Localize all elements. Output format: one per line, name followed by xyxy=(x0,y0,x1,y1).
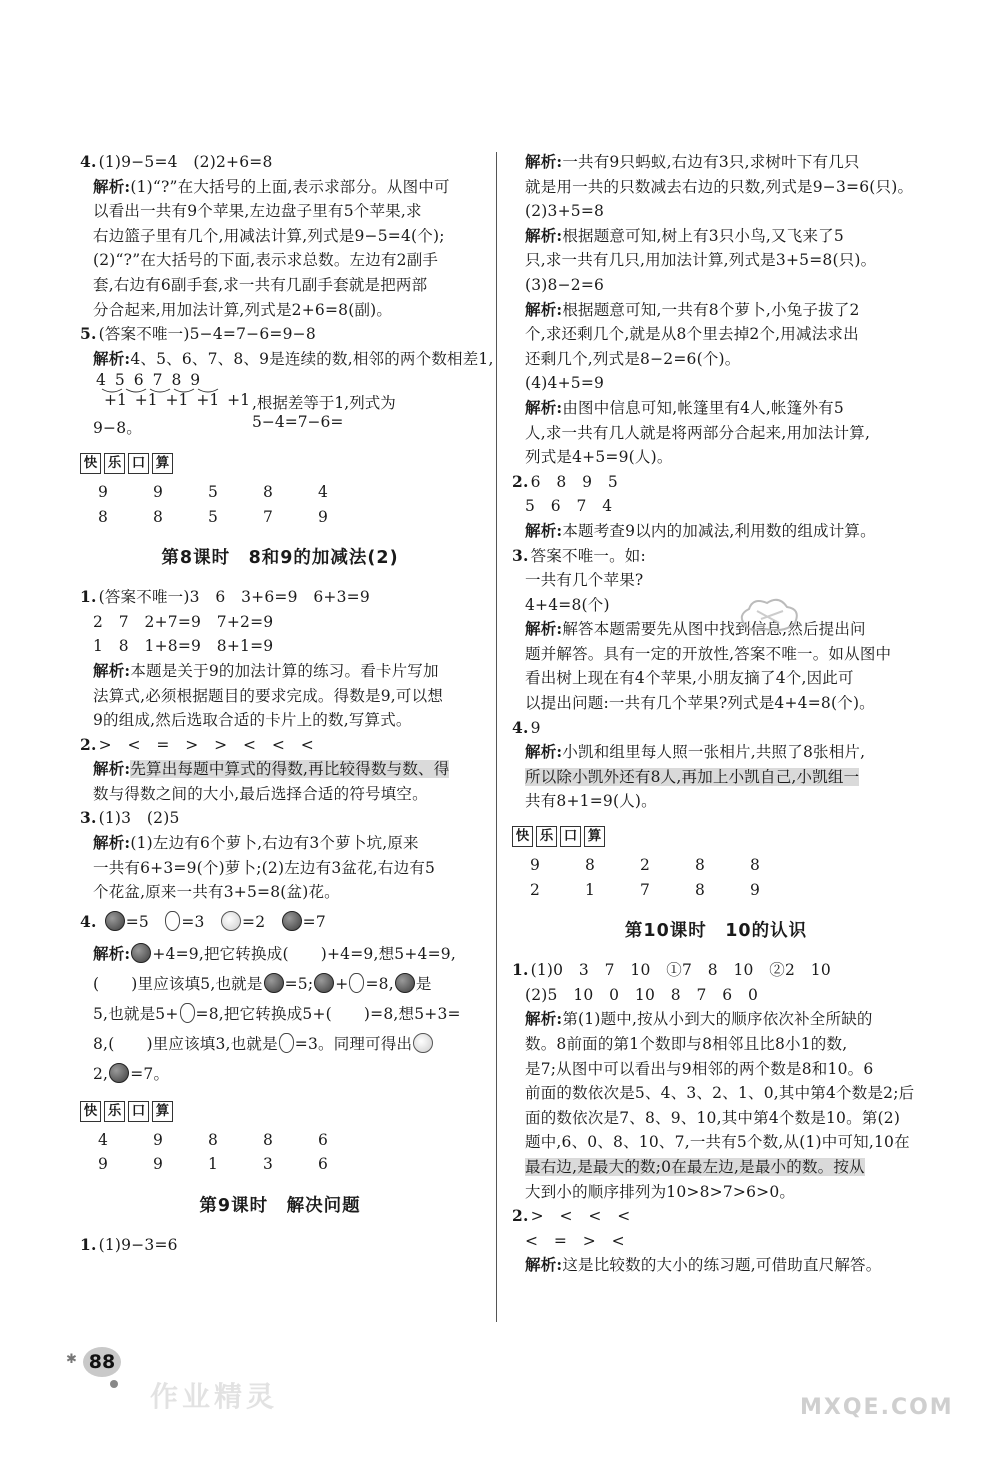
q4-explanation-4: (2)“?”在大括号的下面,表示求总数。左边有2副手 xyxy=(93,251,439,270)
right-column xyxy=(512,150,920,1278)
s9-q4-explanation-2: 所以除小凯外还有8人,再加上小凯自己,小凯组一 xyxy=(525,767,860,786)
s10-q2-explanation: 解析:这是比较数的大小的练习题,可借助直尺解答。 xyxy=(525,1255,882,1275)
apple-icon xyxy=(395,973,415,993)
pear-icon xyxy=(180,1003,195,1023)
s10-q1-explanation-2: 数。8前面的第1个数即与8相邻且比8小1的数, xyxy=(525,1035,848,1053)
s9-q4-explanation-3: 共有8+1=9(人)。 xyxy=(525,792,657,811)
kuaile-kousuan-badge: 快 乐 口 算 xyxy=(512,826,920,847)
s9-q1-answer-3: (3)8−2=6 xyxy=(525,275,605,294)
kuaile-kousuan-badge: 快 乐 口 算 xyxy=(80,453,480,474)
s9-q3-equation: 4+4=8(个) xyxy=(525,595,610,614)
s9-q1-explanation-4: 只,求一共有几只,用加法计算,列式是3+5=8(只)。 xyxy=(525,251,877,270)
apple-icon xyxy=(314,973,334,993)
q4-explanation-5: 套,右边有6副手套,求一共有几副手套就是把两部 xyxy=(93,275,428,294)
watermark: 作业精灵 xyxy=(150,1380,279,1413)
s9-q1-answer-4: (4)4+5=9 xyxy=(525,374,605,393)
peach-icon xyxy=(221,911,241,931)
apple-icon xyxy=(109,1063,129,1083)
pear-icon xyxy=(279,1033,294,1053)
q4-explanation-1: 解析:(1)“?”在大括号的上面,表示求部分。从图中可 xyxy=(93,176,450,196)
s8-q1-answer-3: 1 8 1+8=9 8+1=9 xyxy=(93,637,274,656)
s8-q2-answer: 2. > < = > > < < < xyxy=(80,734,314,754)
section-heading-lesson-10: 第10课时 10的认识 xyxy=(624,921,808,942)
s10-q2-answer-1: 2. > < < < xyxy=(512,1206,631,1226)
kousuan-row-1: 9 8 2 8 8 xyxy=(530,856,760,875)
q5-answer: 5. (答案不唯一)5−4=7−6=9−8 xyxy=(80,324,316,344)
s8-q3-explanation-1: 解析:(1)左边有6个萝卜,右边有3个萝卜坑,原来 xyxy=(93,833,419,853)
s10-q1-answer-1: 1. (1)0 3 7 10 ①7 8 10 ②2 10 xyxy=(512,960,831,980)
s9-q1-answer: 1. (1)9−3=6 xyxy=(80,1235,178,1255)
q5-sequence: 456789 xyxy=(96,371,210,390)
kousuan-row-2: 9 9 1 3 6 xyxy=(98,1155,328,1174)
s10-q2-answer-2: < = > < xyxy=(525,1231,625,1250)
s10-q1-explanation-5: 面的数依次是7、8、9、10,其中第4个数是10。第(2) xyxy=(525,1108,901,1127)
s9-q2-answer-2: 5 6 7 4 xyxy=(525,497,613,516)
kuaile-kousuan-badge: 快 乐 口 算 xyxy=(80,1101,480,1122)
q5-conclusion: ,根据差等于1,列式为5−4=7−6= xyxy=(252,394,396,432)
site-logo: MXQE.COM xyxy=(800,1395,954,1420)
s9-q1-explanation-9: 人,求一共有几人就是将两部分合起来,用加法计算, xyxy=(525,423,871,442)
pear-icon xyxy=(165,911,180,931)
decorative-dot xyxy=(110,1380,118,1388)
s8-q1-explanation-2: 法算式,必须根据题目的要求完成。得数是9,可以想 xyxy=(93,686,444,705)
s8-q1-explanation-1: 解析:本题是关于9的加法计算的练习。看卡片写加 xyxy=(93,660,439,680)
column-divider xyxy=(496,152,497,1322)
s9-q3-explanation-4: 以提出问题:一共有几个苹果?列式是4+4=8(个)。 xyxy=(525,694,875,713)
q4-explanation-2: 以看出一共有9个苹果,左边盘子里有5个苹果,求 xyxy=(93,202,422,221)
s8-q1-answer-2: 2 7 2+7=9 7+2=9 xyxy=(93,612,274,631)
left-column xyxy=(80,150,494,1258)
s10-q1-explanation-3: 是7;从图中可以看出与9相邻的两个数是8和10。6 xyxy=(525,1059,874,1078)
s8-q4-answer: 4. =5 =3 =2 =7 xyxy=(80,911,326,931)
s8-q4-explanation-3: 5,也就是5+ =8,把它转换成5+( )=8,想5+3= xyxy=(93,1004,461,1023)
s10-q1-explanation-6: 题中,6、0、8、10、7,一共有5个数,从(1)中可知,10在 xyxy=(525,1133,910,1152)
s9-q3-answer: 3. 答案不唯一。如: xyxy=(512,545,646,565)
s8-q2-explanation-2: 数与得数之间的大小,最后选择合适的符号填空。 xyxy=(93,784,428,803)
s9-q3-explanation-2: 题并解答。具有一定的开放性,答案不唯一。如从图中 xyxy=(525,644,892,663)
s9-q3-question: 一共有几个苹果? xyxy=(525,571,644,590)
s9-q1-answer-2: (2)3+5=8 xyxy=(525,202,605,221)
s8-q3-explanation-3: 个花盆,原来一共有3+5=8(盆)花。 xyxy=(93,883,340,902)
s9-q1-explanation-2: 就是用一共的只数减去右边的只数,列式是9−3=6(只)。 xyxy=(525,177,914,196)
s8-q4-explanation-1: 解析: +4=9,把它转换成( )+4=9,想5+4=9, xyxy=(93,943,456,963)
q5-differences: +1 +1 +1 +1 +1 xyxy=(104,391,250,410)
q4-explanation-6: 分合起来,用加法计算,列式是2+6=8(副)。 xyxy=(93,300,393,319)
s9-q1-explanation-5: 解析:根据题意可知,一共有8个萝卜,小兔子拔了2 xyxy=(525,299,860,319)
kousuan-row-2: 2 1 7 8 9 xyxy=(530,880,760,899)
star-icon: ✱ xyxy=(66,1352,77,1367)
s8-q3-answer: 3. (1)3 (2)5 xyxy=(80,808,180,828)
section-heading-lesson-8: 第8课时 8和9的加减法(2) xyxy=(161,548,399,569)
apple-icon xyxy=(131,943,151,963)
s10-q1-explanation-7: 最右边,是最大的数;0在最左边,是最小的数。按从 xyxy=(525,1157,865,1176)
cloud-doodle-icon xyxy=(735,595,805,635)
section-heading-lesson-9: 第9课时 解决问题 xyxy=(199,1196,361,1217)
s9-q2-explanation: 解析:本题考查9以内的加减法,利用数的组成计算。 xyxy=(525,520,876,540)
q4-answer: 4. (1)9−5=4 (2)2+6=8 xyxy=(80,152,273,171)
page-number: 88 xyxy=(83,1347,121,1377)
s9-q1-explanation-10: 列式是4+5=9(人)。 xyxy=(525,448,673,467)
s10-q1-explanation-8: 大到小的顺序排列为10>8>7>6>0。 xyxy=(525,1182,796,1201)
peach-icon xyxy=(413,1033,433,1053)
apple-icon xyxy=(282,911,302,931)
s8-q1-explanation-3: 9的组成,然后选取合适的卡片上的数,写算式。 xyxy=(93,711,412,730)
s9-q2-answer-1: 2. 6 8 9 5 xyxy=(512,471,618,491)
s9-q4-explanation-1: 解析:小凯和组里每人照一张相片,共照了8张相片, xyxy=(525,742,866,762)
s9-q1-explanation-1: 解析:一共有9只蚂蚁,右边有3只,求树叶下有几只 xyxy=(525,152,860,171)
kousuan-row-2: 8 8 5 7 9 xyxy=(98,507,328,526)
s9-q1-explanation-3: 解析:根据题意可知,树上有3只小鸟,又飞来了5 xyxy=(525,225,844,245)
q5-explanation-1: 解析:4、5、6、7、8、9是连续的数,相邻的两个数相差1, xyxy=(93,348,494,368)
s9-q4-answer: 4. 9 xyxy=(512,717,541,737)
q4-explanation-3: 右边篮子里有几个,用减法计算,列式是9−5=4(个); xyxy=(93,226,445,245)
s10-q1-explanation-1: 解析:第(1)题中,按从小到大的顺序依次补全所缺的 xyxy=(525,1009,873,1029)
kousuan-row-1: 9 9 5 8 4 xyxy=(98,482,328,501)
s8-q4-explanation-2: ( )里应该填5,也就是 =5; + =8, 是 xyxy=(93,974,432,993)
s8-q2-explanation-1: 解析:先算出每题中算式的得数,再比较得数与数、得 xyxy=(93,759,450,779)
s9-q1-explanation-6: 个,求还剩几个,就是从8个里去掉2个,用减法求出 xyxy=(525,325,859,344)
s9-q3-explanation-1: 解析:解答本题需要先从图中找到信息,然后提出问 xyxy=(525,619,866,639)
s8-q3-explanation-2: 一共有6+3=9(个)萝卜;(2)左边有3盆花,右边有5 xyxy=(93,858,436,877)
s10-q1-explanation-4: 前面的数依次是5、4、3、2、1、0,其中第4个数是2;后 xyxy=(525,1084,915,1103)
s8-q4-explanation-4: 8,( )里应该填3,也就是 =3。同理可得出 xyxy=(80,1029,480,1059)
pear-icon xyxy=(349,973,364,993)
s9-q3-explanation-3: 看出树上现在有4个苹果,小朋友摘了4个,因此可 xyxy=(525,669,854,688)
s9-q1-explanation-8: 解析:由图中信息可知,帐篷里有4人,帐篷外有5 xyxy=(525,397,844,417)
s8-q1-answer-1: 1. (答案不唯一)3 6 3+6=9 6+3=9 xyxy=(80,587,370,607)
s10-q1-answer-2: (2)5 10 0 10 8 7 6 0 xyxy=(525,985,759,1004)
apple-icon xyxy=(105,911,125,931)
s9-q1-explanation-7: 还剩几个,列式是8−2=6(个)。 xyxy=(525,349,741,368)
q5-explanation-end: 9−8。 xyxy=(93,419,143,438)
kousuan-row-1: 4 9 8 8 6 xyxy=(98,1130,328,1149)
apple-icon xyxy=(264,973,284,993)
s8-q4-explanation-5: 2, =7。 xyxy=(93,1064,170,1083)
